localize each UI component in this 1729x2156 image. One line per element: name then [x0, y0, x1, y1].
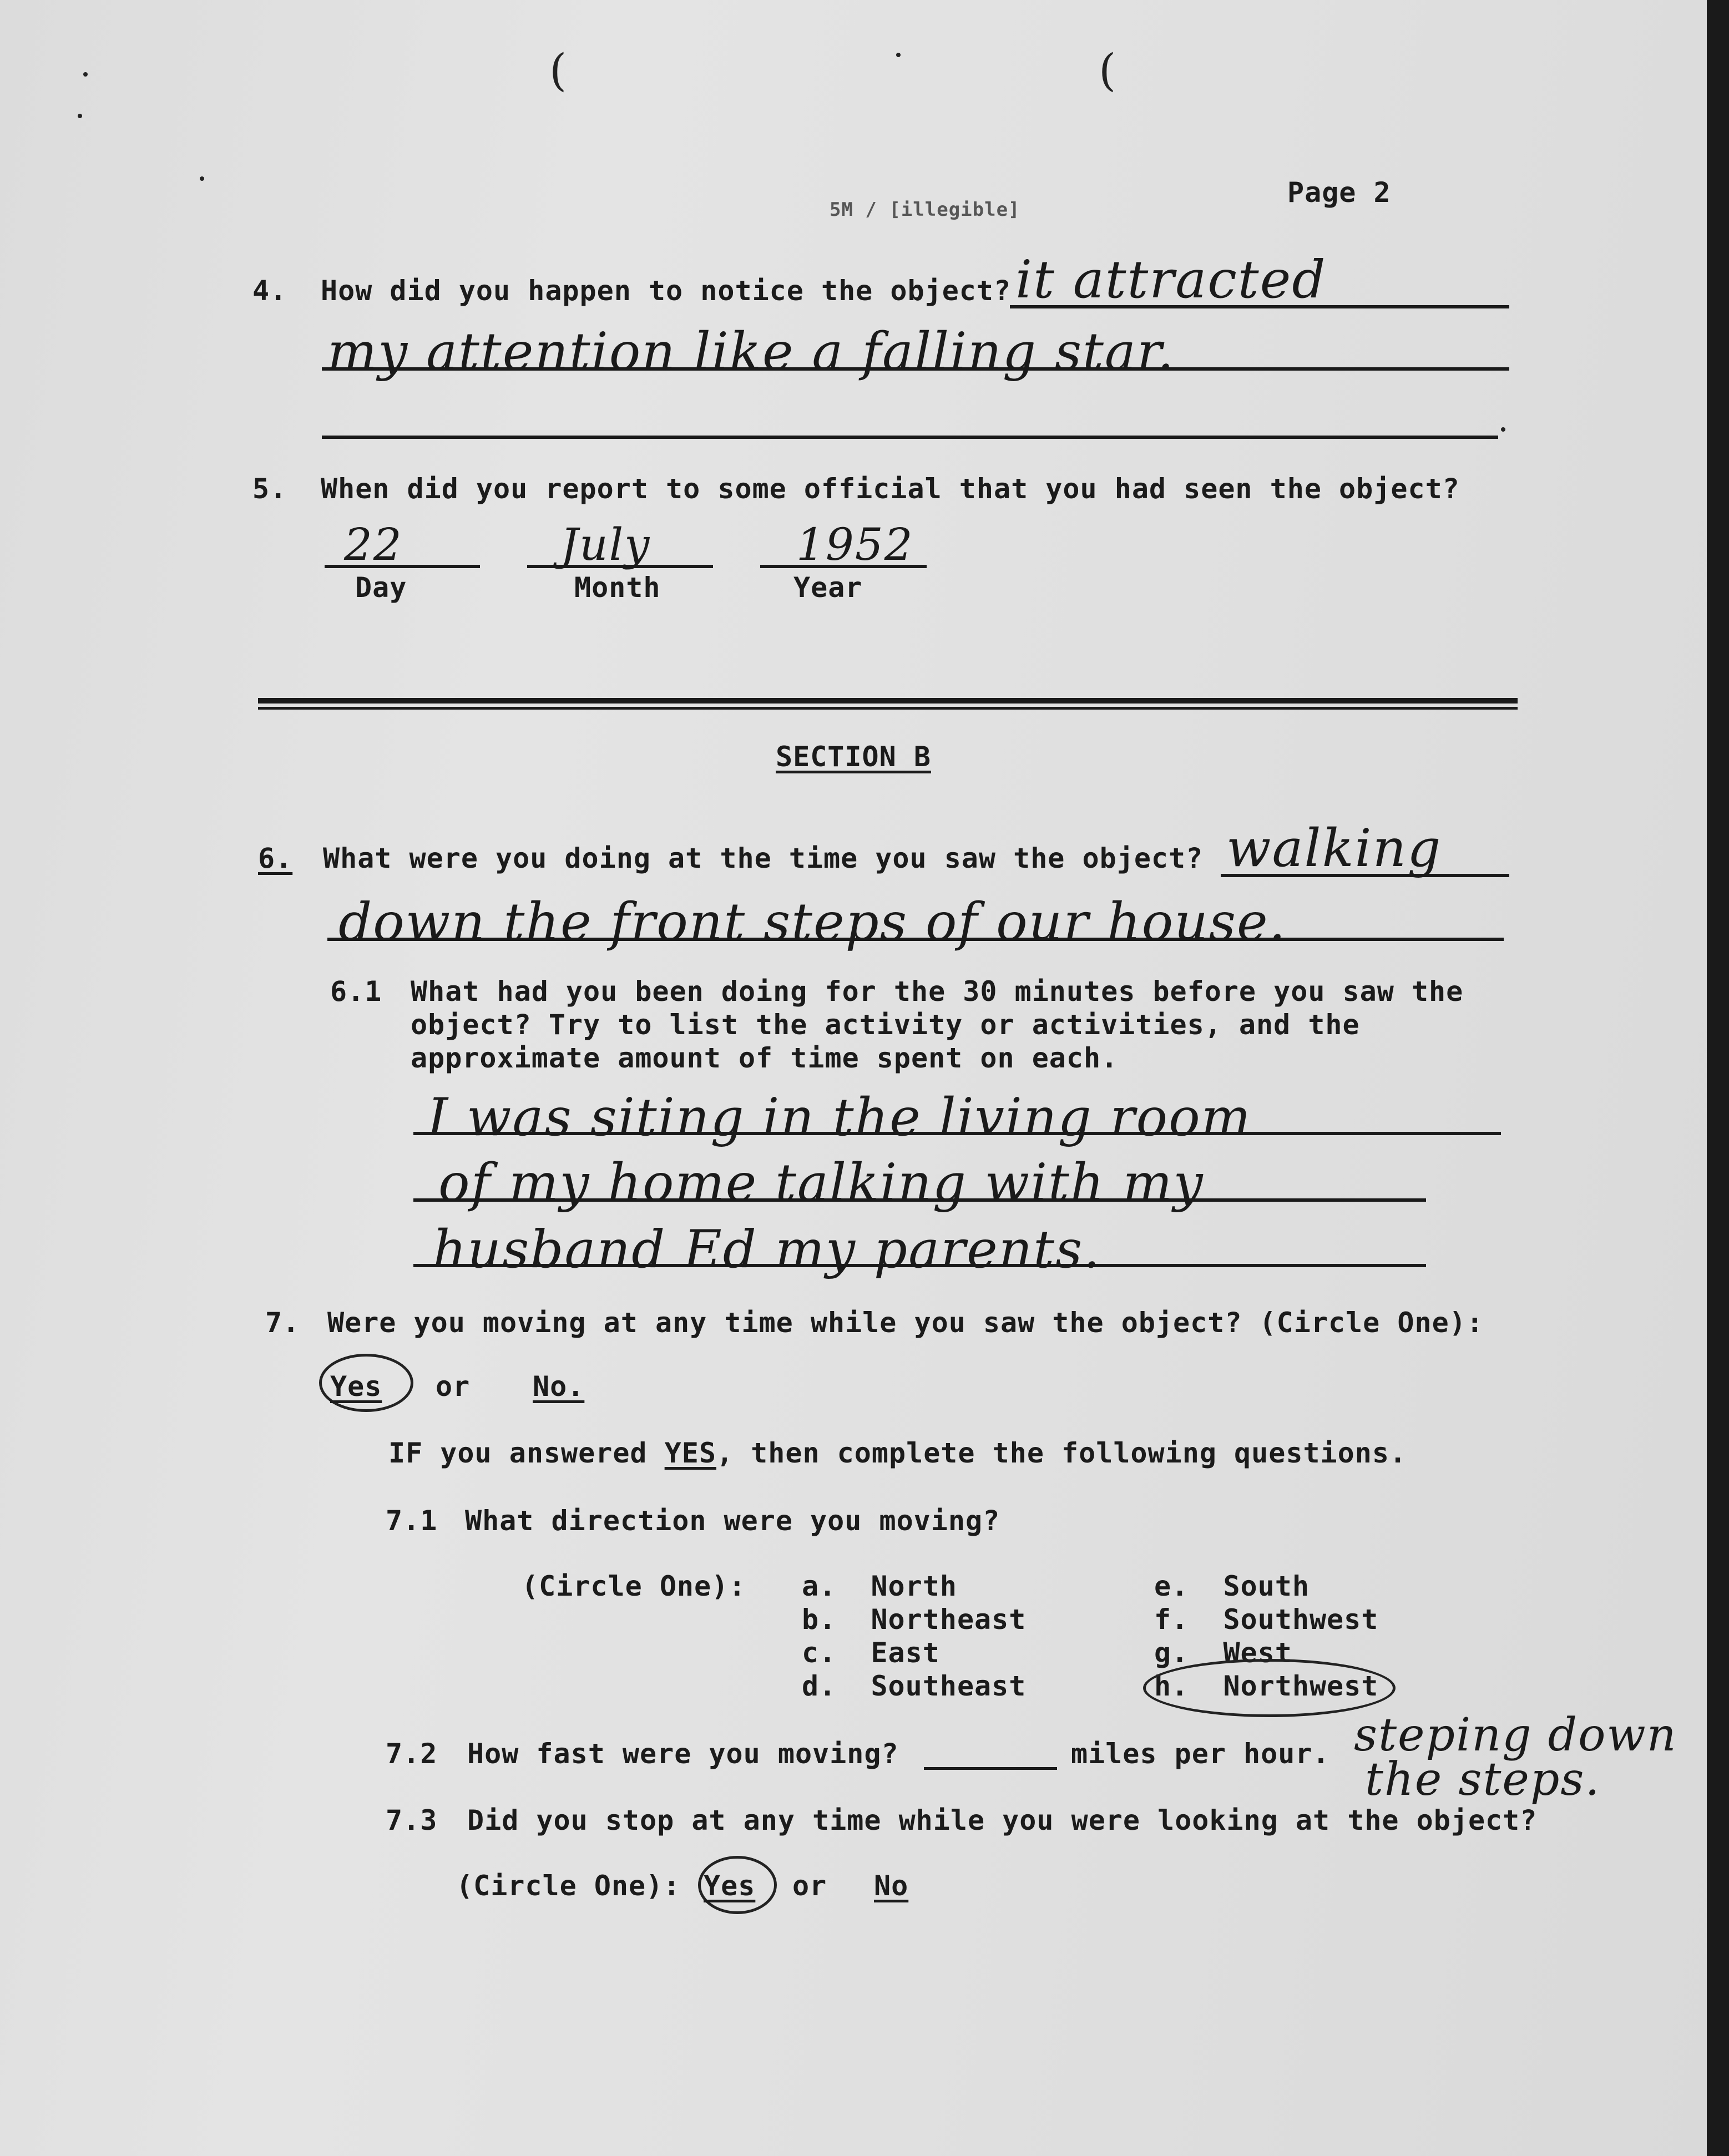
- q4-period: [1501, 427, 1505, 432]
- q7-1-option-c[interactable]: [802, 1637, 940, 1669]
- q4-answer-line2: my attention like a falling star.: [327, 322, 1175, 382]
- q7-2-number: 7.2: [386, 1738, 438, 1770]
- q7-1-question: What direction were you moving?: [465, 1505, 1000, 1537]
- q7-2-answer-line2: the steps.: [1365, 1753, 1601, 1806]
- section-divider-bottom: [258, 707, 1518, 710]
- q6-answer-line2: down the front steps of our house.: [338, 892, 1287, 953]
- q7-if-pre: IF you answered: [388, 1437, 648, 1469]
- q7-3-no-option: No: [874, 1870, 909, 1902]
- q7-1-option-d[interactable]: [802, 1670, 1026, 1702]
- q7-1-option-e[interactable]: [1154, 1570, 1310, 1602]
- q6-line1: [1221, 874, 1509, 877]
- q4-answer-line1: it attracted: [1015, 250, 1327, 310]
- q6-line2: [327, 938, 1504, 941]
- q7-2-unit: miles per hour.: [1071, 1738, 1330, 1770]
- q5-month-label: Month: [574, 571, 661, 604]
- q5-day-label: Day: [355, 571, 407, 604]
- q6-1-line2: [413, 1198, 1426, 1202]
- q7-1-circle-one: (Circle One):: [522, 1570, 746, 1602]
- q7-no-label: No.: [533, 1370, 585, 1403]
- q4-line3: [322, 436, 1498, 439]
- option-letter: e.: [1154, 1570, 1189, 1602]
- option-letter: b.: [802, 1603, 837, 1636]
- q7-number: 7.: [265, 1307, 300, 1339]
- option-label: South: [1223, 1570, 1310, 1602]
- q7-3-number: 7.3: [386, 1804, 438, 1836]
- speck: [896, 53, 901, 57]
- option-label: Southwest: [1223, 1603, 1379, 1636]
- q7-1-option-a[interactable]: [802, 1570, 957, 1602]
- q6-1-line1: [413, 1132, 1501, 1135]
- q7-instructions: [388, 1437, 1407, 1469]
- option-label: East: [871, 1637, 940, 1669]
- stamp-mark: 5M / [illegible]: [830, 199, 1020, 221]
- q5-day-line: [325, 565, 480, 568]
- option-letter: a.: [802, 1570, 837, 1602]
- q4-question: How did you happen to notice the object?: [321, 275, 1012, 307]
- q7-3-question: Did you stop at any time while you were looking at the object?: [467, 1804, 1538, 1836]
- option-letter: c.: [802, 1637, 837, 1669]
- q6-answer-line1: walking: [1226, 818, 1442, 879]
- q6-1-question-line3: approximate amount of time spent on each.: [411, 1042, 1119, 1074]
- option-letter: f.: [1154, 1603, 1189, 1636]
- q5-month-line: [527, 565, 713, 568]
- q7-or-text: or: [436, 1370, 471, 1403]
- q7-yes-option: Yes: [330, 1370, 382, 1403]
- q6-1-question-line1: What had you been doing for the 30 minutes before you saw the: [411, 975, 1464, 1008]
- q7-1-number: 7.1: [386, 1505, 438, 1537]
- q6-1-line3: [413, 1264, 1426, 1267]
- section-b-title: SECTION B: [776, 741, 931, 773]
- q5-question: When did you report to some official that you had seen the object?: [321, 473, 1460, 505]
- q7-1-option-f[interactable]: [1154, 1603, 1378, 1636]
- option-label: West: [1223, 1637, 1292, 1669]
- q7-2-question: How fast were you moving?: [467, 1738, 899, 1770]
- option-label: North: [871, 1570, 957, 1602]
- q7-3-or-text: or: [792, 1870, 827, 1902]
- q7-question: Were you moving at any time while you saw the object? (Circle One):: [327, 1307, 1484, 1339]
- speck: [83, 72, 88, 77]
- punch-mark-right: (: [1099, 44, 1116, 96]
- q7-if-post: , then complete the following questions.: [716, 1437, 1407, 1469]
- q6-number: 6.: [258, 842, 293, 874]
- q7-1-option-b[interactable]: [802, 1603, 1026, 1636]
- q7-2-blank: [924, 1767, 1057, 1770]
- punch-mark-left: (: [549, 44, 567, 96]
- speck: [200, 176, 204, 181]
- q6-question: What were you doing at the time you saw the object?: [323, 842, 1204, 874]
- q5-year-value: 1952: [796, 519, 914, 570]
- q6-1-answer-line3: husband Ed my parents.: [433, 1219, 1101, 1280]
- q7-no-option: [533, 1370, 584, 1403]
- option-label: Northwest: [1223, 1670, 1379, 1702]
- q5-year-label: Year: [793, 571, 863, 604]
- q6-1-number: 6.1: [330, 975, 382, 1008]
- q5-year-line: [760, 565, 927, 568]
- q5-number: 5.: [252, 473, 287, 505]
- option-letter: d.: [802, 1670, 837, 1702]
- q7-if-yes: YES: [664, 1437, 716, 1469]
- q7-2-answer-line1: steping down: [1354, 1709, 1677, 1762]
- option-label: Southeast: [871, 1670, 1027, 1702]
- speck: [78, 114, 82, 118]
- q4-line2: [322, 367, 1509, 371]
- section-divider-top: [258, 698, 1518, 704]
- q5-month-value: July: [560, 519, 651, 570]
- q5-day-value: 22: [344, 519, 403, 570]
- q6-1-answer-line1: I was siting in the living room: [427, 1087, 1252, 1148]
- q4-number: 4.: [252, 275, 287, 307]
- q6-1-question-line2: object? Try to list the activity or activities, and the: [411, 1009, 1360, 1041]
- q4-line1: [1010, 305, 1509, 308]
- option-letter: h.: [1154, 1670, 1189, 1702]
- page-number: Page 2: [1287, 176, 1391, 209]
- q7-3-yes-option: Yes: [704, 1870, 756, 1902]
- option-label: Northeast: [871, 1603, 1027, 1636]
- q7-3-circle-one: (Circle One):: [456, 1870, 681, 1902]
- option-letter: g.: [1154, 1637, 1189, 1669]
- q6-1-answer-line2: of my home talking with my: [438, 1153, 1204, 1213]
